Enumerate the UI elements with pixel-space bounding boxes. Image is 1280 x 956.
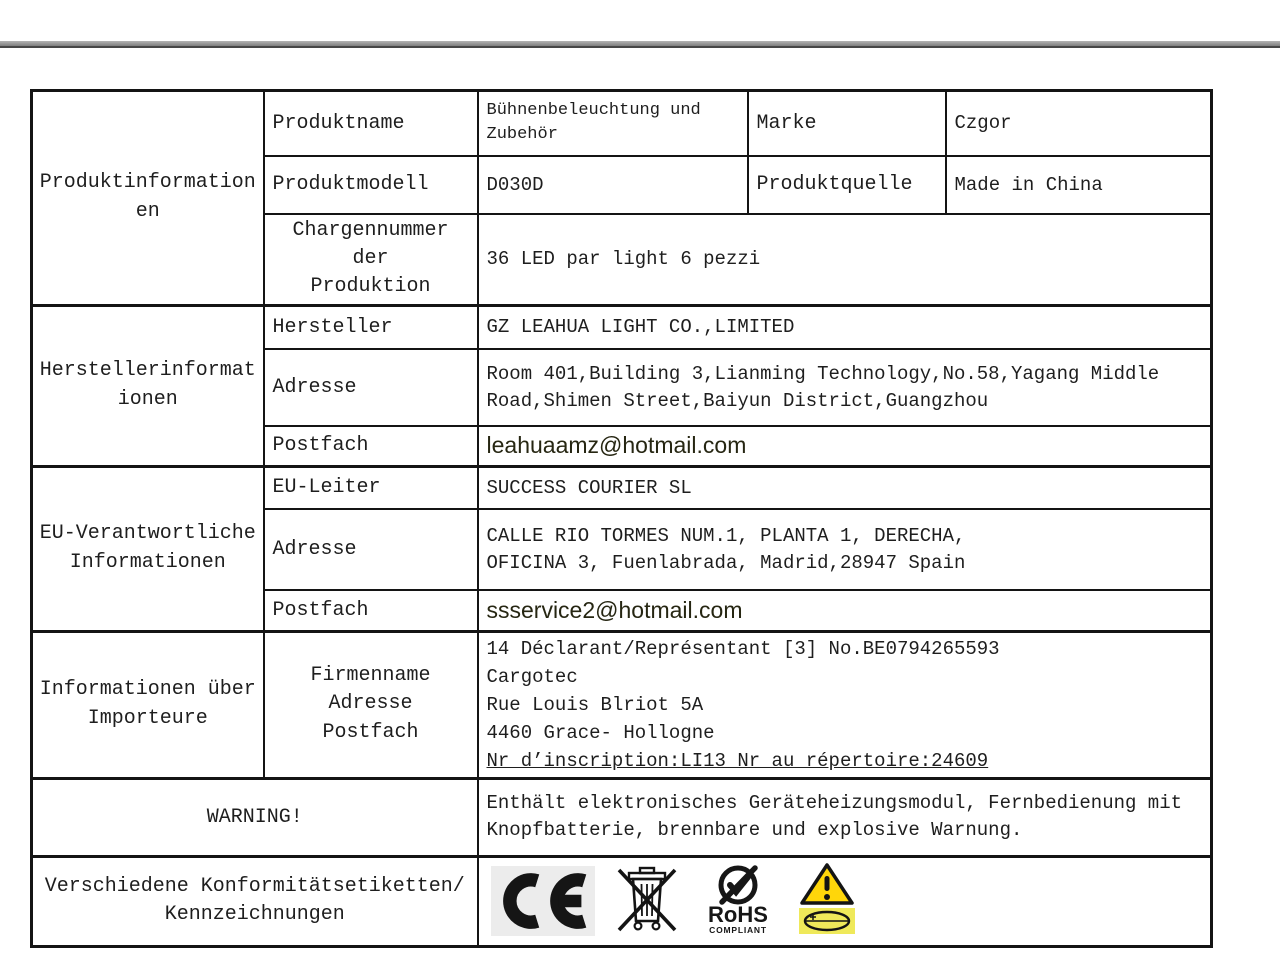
importeur-labels: [264, 631, 478, 778]
eu-leiter-value: SUCCESS COURIER SL: [478, 466, 1212, 509]
category-produktinformationen: [32, 91, 264, 306]
label-line: Adresse: [328, 692, 413, 716]
hersteller-adresse-label: Adresse: [264, 349, 478, 426]
rohs-subtext: COMPLIANT: [708, 924, 767, 935]
chargennummer-value: 36 LED par light 6 pezzi: [478, 214, 1212, 306]
hersteller-postfach-label: Postfach: [264, 426, 478, 466]
hersteller-adresse-value: [478, 349, 1212, 426]
battery-warning-icon: [797, 860, 857, 943]
category-line: Informationen: [69, 550, 226, 574]
product-info-table: [30, 89, 1213, 948]
category-line: Kennzeichnungen: [164, 903, 345, 927]
category-herstellerinformationen: [32, 305, 264, 466]
category-konformitaetsetiketten: [32, 856, 478, 946]
category-line: EU-Verantwortliche: [39, 522, 256, 546]
value-line: OFICINA 3, Fuenlabrada, Madrid,28947 Spain: [486, 551, 966, 574]
top-divider-line: [0, 41, 1280, 48]
category-line: en: [135, 199, 160, 223]
value-line: Cargotec: [486, 665, 578, 688]
category-importeure: [32, 631, 264, 778]
produktname-label: Produktname: [264, 91, 478, 156]
warning-value: [478, 778, 1212, 856]
warning-label: WARNING!: [32, 778, 478, 856]
rohs-compliant-icon: [699, 860, 777, 943]
category-line: Verschiedene Konformitätsetiketten/: [44, 874, 465, 898]
chargennummer-label: [264, 214, 478, 306]
category-line: Importeure: [87, 706, 208, 730]
value-line: Bühnenbeleuchtung und: [486, 101, 701, 121]
value-line: 14 Déclarant/Représentant [3] No.BE0794265593: [486, 637, 1000, 660]
value-line: Room 401,Building 3,Lianming Technology,No.58,Yagang Middle: [486, 362, 1160, 385]
eu-leiter-label: EU-Leiter: [264, 466, 478, 509]
value-line: CALLE RIO TORMES NUM.1, PLANTA 1, DERECHA,: [486, 524, 966, 547]
value-line: Zubehör: [486, 125, 558, 145]
label-line: Postfach: [322, 720, 419, 744]
eu-adresse-label: Adresse: [264, 509, 478, 590]
produktquelle-label: Produktquelle: [748, 156, 946, 214]
label-line: Chargennummer der: [292, 218, 449, 270]
ce-mark-icon: [491, 866, 595, 936]
value-line: Enthält elektronisches Geräteheizungsmodul, Fernbedienung mit: [486, 792, 1183, 815]
category-line: ionen: [117, 387, 178, 411]
produktmodell-label: Produktmodell: [264, 156, 478, 214]
eu-postfach-label: Postfach: [264, 590, 478, 631]
importeur-value: [478, 631, 1212, 778]
registration-line: Nr d’inscription:LI13 Nr au répertoire:24609: [486, 749, 989, 772]
rohs-text: RoHS: [707, 901, 768, 927]
produktname-value: [478, 91, 748, 156]
eu-adresse-value: [478, 509, 1212, 590]
produktmodell-value: D030D: [478, 156, 748, 214]
marke-value: Czgor: [946, 91, 1212, 156]
eu-email: ssservice2@hotmail.com: [478, 590, 1212, 631]
hersteller-email: leahuaamz@hotmail.com: [478, 426, 1212, 466]
value-line: 4460 Grace- Hollogne: [486, 721, 715, 744]
value-line: Knopfbatterie, brennbare und explosive Warnung.: [486, 819, 1023, 842]
produktquelle-value: Made in China: [946, 156, 1212, 214]
label-line: Firmenname: [310, 664, 431, 688]
category-line: Herstellerinformat: [39, 359, 256, 383]
marke-label: Marke: [748, 91, 946, 156]
weee-crossed-bin-icon: [615, 860, 679, 943]
category-line: Informationen über: [39, 678, 256, 702]
label-line: Produktion: [310, 275, 431, 299]
value-line: Road,Shimen Street,Baiyun District,Guangzhou: [486, 389, 989, 412]
value-line: Rue Louis Blriot 5A: [486, 693, 704, 716]
hersteller-label: Hersteller: [264, 305, 478, 349]
conformity-icons-cell: [478, 856, 1212, 946]
category-line: Produktinformation: [39, 171, 256, 195]
category-eu-verantwortliche: [32, 466, 264, 631]
hersteller-value: GZ LEAHUA LIGHT CO.,LIMITED: [478, 305, 1212, 349]
conformity-icons: [487, 860, 1203, 943]
